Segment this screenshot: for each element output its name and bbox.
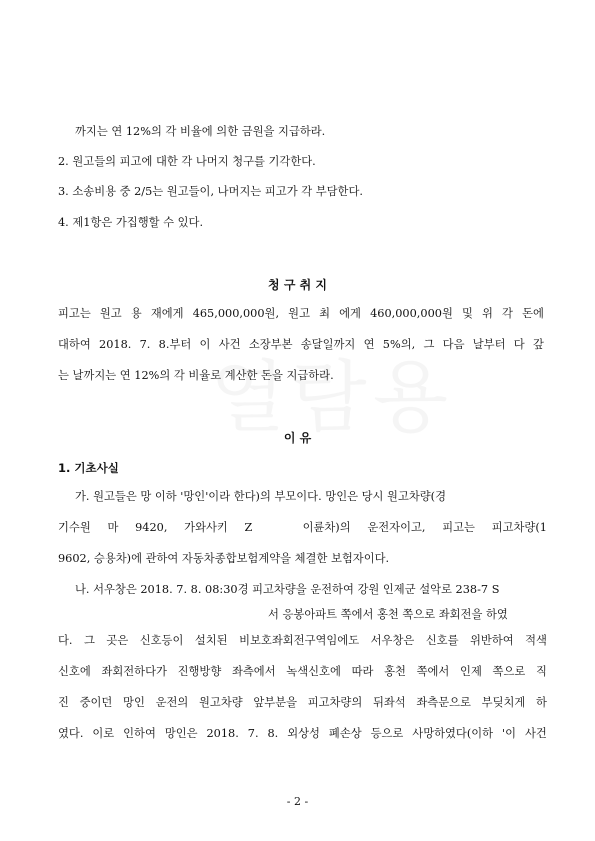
word: 운전의 xyxy=(155,696,189,709)
word: 비보호좌회전구역임에도 xyxy=(239,634,360,647)
word: 피고차량의 xyxy=(307,696,363,709)
word: 소장부본 xyxy=(248,338,293,351)
word: 대하여 xyxy=(58,338,91,351)
word: 위 xyxy=(482,307,493,320)
text-line: 9602, 승용차)에 관하여 자동차종합보험계약을 체결한 보험자이다. xyxy=(58,552,390,565)
word: 피고차량(1 xyxy=(491,521,547,534)
word: 이 xyxy=(199,338,211,351)
word: 465,000,000원, xyxy=(192,307,280,320)
text-line: 까지는 연 12%의 각 비율에 의한 금원을 지급하라. xyxy=(75,125,326,138)
word: 원고 xyxy=(288,307,310,320)
word: 녹색신호에 xyxy=(286,665,341,678)
word: 쪽에서 xyxy=(416,665,450,678)
text-line: 나. 서우창은 2018. 7. 8. 08:30경 피고차량을 운전하여 강원 인제군 설악로 238-7 S xyxy=(75,583,500,596)
text-line: 는 날까지는 연 12%의 각 비율로 계산한 돈을 지급하라. xyxy=(58,369,334,382)
page-number: - 2 - xyxy=(286,795,309,808)
word: 돈에 xyxy=(522,307,544,320)
word: 홍천 xyxy=(384,665,406,678)
word: 망인 xyxy=(123,696,145,709)
text-line xyxy=(58,338,544,352)
word: 등으로 xyxy=(370,727,404,740)
word: 9420, xyxy=(135,521,168,534)
word: 다음 xyxy=(442,338,465,351)
word: 운전자이고, xyxy=(367,521,426,534)
word: 부딪치게 xyxy=(481,696,526,709)
word: 사건 xyxy=(525,727,547,740)
section-title: 1. 기초사실 xyxy=(58,461,119,475)
word: 에게 xyxy=(339,307,361,320)
word: 2018. xyxy=(206,727,239,740)
text-line: 서 응봉아파트 쪽에서 홍천 쪽으로 좌회전을 하였 xyxy=(268,608,508,621)
word: 쪽으로 xyxy=(492,665,526,678)
word: 신호를 xyxy=(425,634,459,647)
text-line xyxy=(58,727,547,741)
word: 하 xyxy=(536,696,547,709)
text-line: 4. 제1항은 가집행할 수 있다. xyxy=(58,216,204,229)
word: 다 xyxy=(513,338,525,351)
word: 중이던 xyxy=(79,696,113,709)
text-line: 가. 원고들은 망 이하 '망인'이라 한다)의 부모이다. 망인은 당시 원고차량(경 xyxy=(75,490,446,503)
word: 신호등이 xyxy=(139,634,184,647)
word: 기수원 xyxy=(58,521,91,534)
word: 그 xyxy=(84,634,95,647)
word: 7. xyxy=(139,338,151,351)
word: 이로 xyxy=(92,727,115,740)
text-line xyxy=(58,634,547,648)
text-line xyxy=(58,521,547,535)
word: 용 xyxy=(130,307,142,320)
word: 앞부분을 xyxy=(253,696,297,709)
word: 진행방향 xyxy=(177,665,222,678)
word: 7. xyxy=(247,727,259,740)
word: 갚 xyxy=(532,338,544,351)
word: 외상성 xyxy=(287,727,320,740)
word: 사건 xyxy=(218,338,241,351)
word: 송달일까지 xyxy=(300,338,356,351)
word: 2018. xyxy=(99,338,132,351)
word: 신호에 xyxy=(58,665,91,678)
word: 460,000,000원 xyxy=(370,307,453,320)
word: 피고는 xyxy=(442,521,475,534)
text-line xyxy=(58,307,544,321)
word: 피고는 xyxy=(58,307,91,320)
word: 원고 xyxy=(99,307,122,320)
text-line xyxy=(58,696,547,710)
word: 서우창은 xyxy=(370,634,415,647)
word: 사망하였다(이하 xyxy=(412,727,494,740)
word: 망인은 xyxy=(164,727,198,740)
word: Z xyxy=(244,521,253,534)
word: 마 xyxy=(107,521,119,534)
word: 연 xyxy=(363,338,375,351)
word: 좌회전하다가 xyxy=(101,665,167,678)
word: 최 xyxy=(319,307,331,320)
word: 각 xyxy=(502,307,513,320)
word: 8.부터 xyxy=(158,338,192,351)
text-line: 2. 원고들의 피고에 대한 각 나머지 청구를 기각한다. xyxy=(58,155,316,168)
text-line: 3. 소송비용 중 2/5는 원고들이, 나머지는 피고가 각 부담한다. xyxy=(58,185,363,198)
word: 재에게 xyxy=(150,307,184,320)
word: 좌측문으로 xyxy=(416,696,471,709)
word: 설치된 xyxy=(194,634,228,647)
word: 원고차량 xyxy=(199,696,243,709)
word: 그 xyxy=(423,338,435,351)
word: 따라 xyxy=(351,665,374,678)
word: 인제 xyxy=(460,665,482,678)
claim-heading: 청 구 취 지 xyxy=(268,278,327,292)
word: 8. xyxy=(267,727,279,740)
word: '이 xyxy=(502,727,517,740)
word: 였다. xyxy=(58,727,84,740)
word: 5%의, xyxy=(382,338,416,351)
word: 인하여 xyxy=(123,727,156,740)
word: 진 xyxy=(58,696,69,709)
word: 뒤좌석 xyxy=(372,696,406,709)
word: 곳은 xyxy=(106,634,129,647)
word: 좌측에서 xyxy=(231,665,276,678)
word: 이륜차)의 xyxy=(302,521,351,534)
word: 날부터 xyxy=(472,338,506,351)
reason-heading: 이 유 xyxy=(283,431,312,445)
word: 다. xyxy=(58,634,73,647)
word: 적색 xyxy=(525,634,547,647)
word: 직 xyxy=(535,665,547,678)
word: 폐손상 xyxy=(328,727,362,740)
text-line xyxy=(58,665,547,679)
word: 가와사키 xyxy=(184,521,228,534)
word: 위반하여 xyxy=(470,634,514,647)
word: 및 xyxy=(461,307,473,320)
